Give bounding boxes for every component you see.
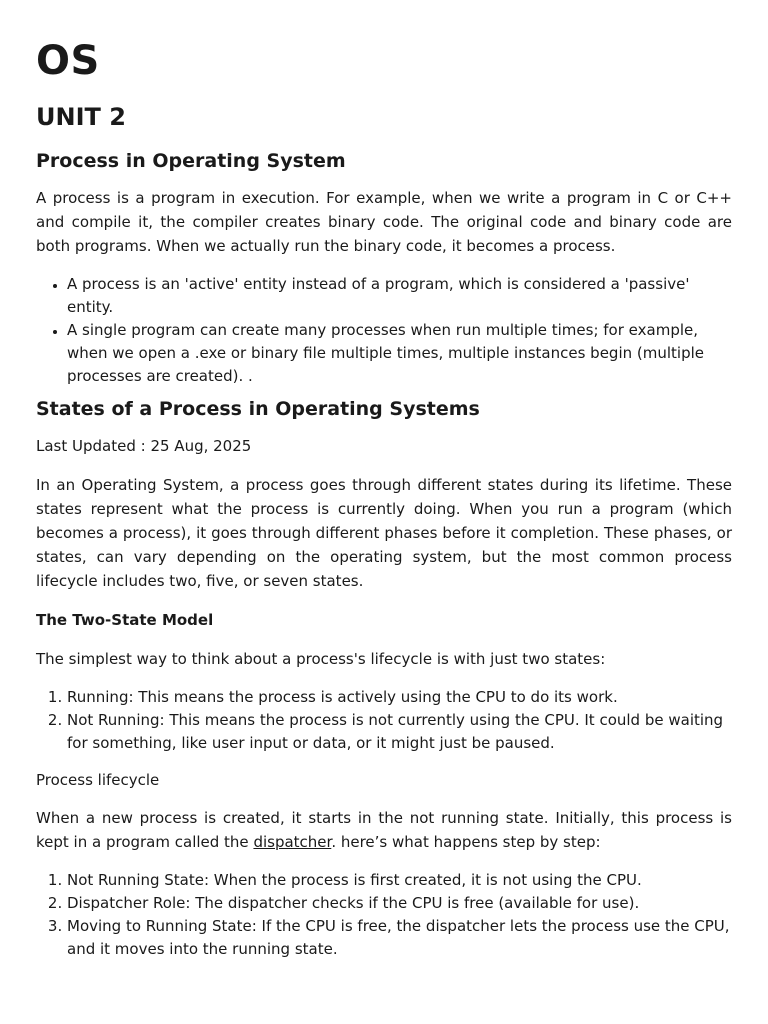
last-updated-text: Last Updated : 25 Aug, 2025 (36, 437, 252, 455)
process-lifecycle-label: Process lifecycle (36, 771, 160, 789)
list-item: 2. Dispatcher Role: The dispatcher checks if the CPU is free (available for use). (67, 892, 732, 915)
process-bullet-list (36, 273, 732, 388)
lifecycle-text-before: When a new process is created, it starts in the not running state. Initially, this process is kept in a program called the (36, 809, 732, 851)
states-intro-paragraph: In an Operating System, a process goes through different states during its lifetime. These states represent what the process is currently doing. When you run a program (which becomes a process), it goes through different phases before it completion. These phases, or states, can vary depending on the operating system, but the most common process lifecycle includes two, five, or seven states. (36, 476, 732, 590)
list-item: 3. Moving to Running State: If the CPU is free, the dispatcher lets the process use the CPU, and it moves into the running state. (67, 915, 732, 961)
dispatcher-link[interactable]: dispatcher (253, 833, 332, 851)
list-item: 1. Running: This means the process is actively using the CPU to do its work. (67, 686, 732, 709)
lifecycle-paragraph (36, 806, 732, 854)
two-state-intro-paragraph: The simplest way to think about a process's lifecycle is with just two states: (36, 650, 606, 668)
section-heading-states: States of a Process in Operating Systems (36, 398, 480, 420)
document-title: OS (36, 38, 100, 84)
lifecycle-steps-list (36, 869, 732, 961)
list-item: • A process is an 'active' entity instead of a program, which is considered a 'passive' entity. (67, 273, 732, 319)
two-state-list (36, 686, 732, 755)
list-item: • A single program can create many processes when run multiple times; for example, when we open a .exe or binary file multiple times, multiple instances begin (multiple processes are created). . (67, 319, 732, 388)
list-item: 1. Not Running State: When the process is first created, it is not using the CPU. (67, 869, 732, 892)
list-item: 2. Not Running: This means the process is not currently using the CPU. It could be waiting for something, like user input or data, or it might just be paused. (67, 709, 732, 755)
unit-heading: UNIT 2 (36, 103, 126, 131)
process-intro-paragraph: A process is a program in execution. For example, when we write a program in C or C++ and compile it, the compiler creates binary code. The original code and binary code are both programs. When we actually run the binary code, it becomes a process. (36, 189, 732, 255)
section-heading-process: Process in Operating System (36, 150, 346, 172)
two-state-model-heading: The Two-State Model (36, 611, 214, 629)
lifecycle-text-after: . here’s what happens step by step: (331, 833, 601, 851)
